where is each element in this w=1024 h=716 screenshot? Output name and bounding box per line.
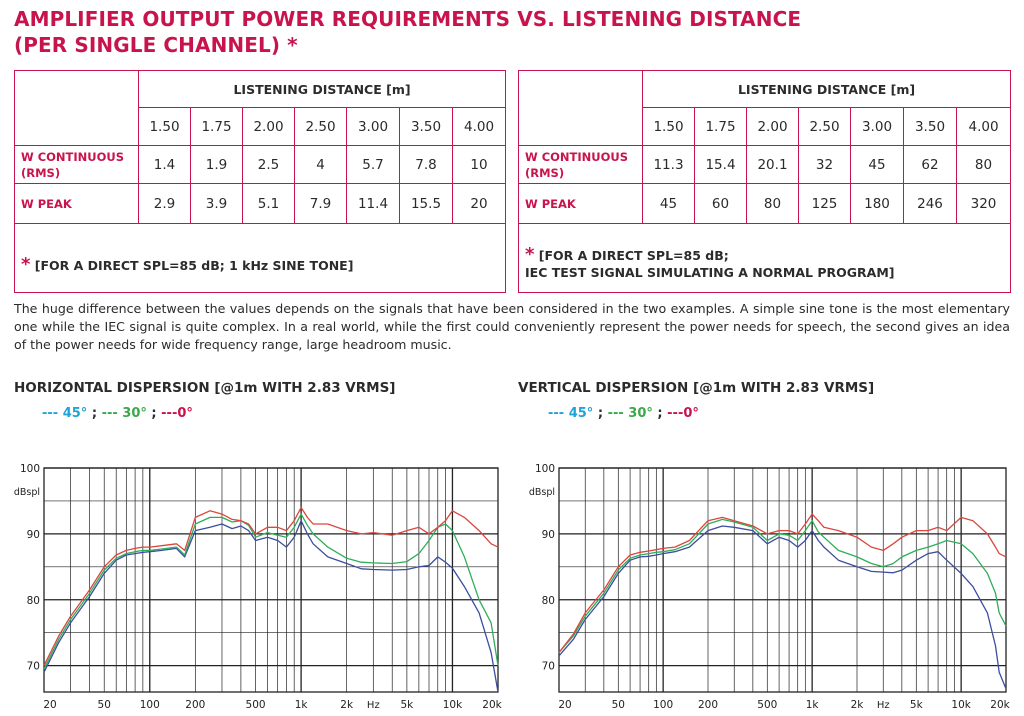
value-cell: 320 xyxy=(957,184,1011,224)
x-tick-label: 5k xyxy=(909,699,923,711)
value-cell: 125 xyxy=(799,184,851,224)
value-cell: 1.9 xyxy=(191,146,243,184)
y-tick-label: 70 xyxy=(541,660,555,673)
legend-separator: ; xyxy=(597,406,604,421)
legend-separator: ; xyxy=(657,406,663,421)
legend-45: --- 45° xyxy=(548,406,594,421)
distance-cell: 3.50 xyxy=(904,108,957,146)
x-tick-label: 50 xyxy=(97,699,111,711)
value-cell: 32 xyxy=(799,146,851,184)
footnote-star: * xyxy=(525,243,535,265)
vertical-dispersion-title: VERTICAL DISPERSION [@1m WITH 2.83 VRMS] xyxy=(518,380,875,396)
value-cell: 20.1 xyxy=(747,146,799,184)
x-tick-label: 2k xyxy=(850,699,864,711)
footnote-text: [FOR A DIRECT SPL=85 dB; xyxy=(538,247,729,263)
x-tick-label: 20 xyxy=(558,699,572,711)
plot-frame xyxy=(559,468,1006,692)
legend-separator: ; xyxy=(151,406,157,421)
value-cell: 80 xyxy=(747,184,799,224)
value-cell: 3.9 xyxy=(191,184,243,224)
row-label-text: W PEAK xyxy=(525,196,576,211)
y-tick-label: 90 xyxy=(541,528,555,541)
title-line-2: (PER SINGLE CHANNEL) * xyxy=(14,33,298,57)
x-tick-label: 100 xyxy=(139,699,160,711)
distance-cell: 2.50 xyxy=(295,108,347,146)
y-tick-label: 90 xyxy=(26,528,40,541)
value-cell: 45 xyxy=(851,146,904,184)
explanation-paragraph: The huge difference between the values depends on the signals that have been considered in the two examples. A simple sine tone is the most elementary one while the IEC signal is quite complex. In a real world, while the first could conveniently represent the power needs for speech, the second gives an idea of the power needs for wide frequency range, large headroom music. xyxy=(14,301,1010,352)
x-tick-label: 500 xyxy=(757,699,778,711)
title-line-1: AMPLIFIER OUTPUT POWER REQUIREMENTS VS. LISTENING DISTANCE xyxy=(14,7,802,31)
value-cell: 10 xyxy=(453,146,506,184)
row-label-continuous xyxy=(519,146,643,184)
horizontal-dispersion-title: HORIZONTAL DISPERSION [@1m WITH 2.83 VRMS] xyxy=(14,380,396,396)
x-tick-label: 200 xyxy=(697,699,719,711)
footnote-text-2: IEC TEST SIGNAL SIMULATING A NORMAL PROGRAM] xyxy=(525,264,895,280)
legend-45: --- 45° xyxy=(42,406,88,421)
value-cell: 4 xyxy=(295,146,347,184)
y-tick-label: 80 xyxy=(26,594,40,607)
value-cell: 1.4 xyxy=(139,146,191,184)
horizontal-legend xyxy=(42,406,193,421)
x-axis-label: Hz xyxy=(366,700,380,711)
distance-cell: 2.00 xyxy=(747,108,799,146)
value-cell: 180 xyxy=(851,184,904,224)
row-label-continuous xyxy=(15,146,139,184)
row-label-text: W CONTINUOUS xyxy=(21,149,125,164)
series-line-45deg xyxy=(44,521,498,692)
y-tick-label: 100 xyxy=(534,463,555,475)
power-table-iec xyxy=(518,70,1011,293)
x-tick-label: 1k xyxy=(805,699,819,711)
series-line-30deg xyxy=(44,514,498,669)
x-tick-label: 10k xyxy=(951,699,971,711)
y-axis-label: dBspl xyxy=(13,487,40,499)
value-cell: 15.5 xyxy=(400,184,453,224)
x-tick-label: 200 xyxy=(185,699,206,711)
row-label-text: W PEAK xyxy=(21,196,72,211)
value-cell: 11.4 xyxy=(347,184,400,224)
distance-cell: 3.00 xyxy=(851,108,904,146)
legend-separator: ; xyxy=(91,406,98,421)
value-cell: 5.1 xyxy=(243,184,295,224)
y-axis-label: dBspl xyxy=(528,487,555,499)
table-footnote xyxy=(519,224,1011,293)
distance-cell: 4.00 xyxy=(957,108,1011,146)
distance-cell: 1.50 xyxy=(139,108,191,146)
legend-0: ---0° xyxy=(667,406,699,421)
distance-cell: 1.50 xyxy=(643,108,695,146)
value-cell: 11.3 xyxy=(643,146,695,184)
vertical-legend xyxy=(548,406,699,421)
x-tick-label: 50 xyxy=(611,699,625,711)
table-corner xyxy=(519,71,643,146)
x-axis-label: Hz xyxy=(876,700,890,711)
value-cell: 2.9 xyxy=(139,184,191,224)
legend-30: --- 30° xyxy=(101,406,147,421)
x-tick-label: 5k xyxy=(400,699,414,711)
row-label-peak xyxy=(15,184,139,224)
distance-cell: 1.75 xyxy=(695,108,747,146)
x-tick-label: 1k xyxy=(294,699,308,711)
distance-cell: 3.50 xyxy=(400,108,453,146)
value-cell: 2.5 xyxy=(243,146,295,184)
x-tick-label: 2k xyxy=(340,699,354,711)
value-cell: 7.9 xyxy=(295,184,347,224)
x-tick-label: 20 xyxy=(43,699,57,711)
distance-cell: 2.50 xyxy=(799,108,851,146)
footnote-star: * xyxy=(21,254,31,275)
y-tick-label: 80 xyxy=(541,594,555,607)
x-tick-label: 100 xyxy=(653,699,674,711)
value-cell: 80 xyxy=(957,146,1011,184)
page-title xyxy=(14,6,1014,58)
row-label-text: (RMS) xyxy=(525,165,565,180)
listening-distance-header: LISTENING DISTANCE [m] xyxy=(643,71,1011,108)
value-cell: 15.4 xyxy=(695,146,747,184)
value-cell: 45 xyxy=(643,184,695,224)
horizontal-dispersion-chart xyxy=(0,460,510,716)
row-label-peak xyxy=(519,184,643,224)
power-table-sine xyxy=(14,70,506,293)
listening-distance-header: LISTENING DISTANCE [m] xyxy=(139,71,506,108)
value-cell: 60 xyxy=(695,184,747,224)
legend-30: --- 30° xyxy=(607,406,653,421)
distance-cell: 4.00 xyxy=(453,108,506,146)
distance-cell: 2.00 xyxy=(243,108,295,146)
value-cell: 7.8 xyxy=(400,146,453,184)
row-label-text: (RMS) xyxy=(21,165,61,180)
value-cell: 62 xyxy=(904,146,957,184)
x-tick-label: 10k xyxy=(442,699,463,711)
row-label-text: W CONTINUOUS xyxy=(525,149,629,164)
distance-cell: 1.75 xyxy=(191,108,243,146)
x-tick-label: 20k xyxy=(990,699,1010,711)
x-tick-label: 500 xyxy=(245,699,266,711)
value-cell: 5.7 xyxy=(347,146,400,184)
value-cell: 20 xyxy=(453,184,506,224)
table-footnote xyxy=(15,224,506,293)
footnote-text: [FOR A DIRECT SPL=85 dB; 1 kHz SINE TONE] xyxy=(34,258,354,273)
x-tick-label: 20k xyxy=(482,699,502,711)
vertical-dispersion-chart xyxy=(518,460,1024,716)
series-line-45deg xyxy=(559,526,1006,689)
y-tick-label: 70 xyxy=(26,660,40,673)
value-cell: 246 xyxy=(904,184,957,224)
legend-0: ---0° xyxy=(161,406,193,421)
y-tick-label: 100 xyxy=(19,463,40,475)
table-corner xyxy=(15,71,139,146)
distance-cell: 3.00 xyxy=(347,108,400,146)
series-line-0deg xyxy=(44,508,498,666)
plot-frame xyxy=(44,468,498,692)
